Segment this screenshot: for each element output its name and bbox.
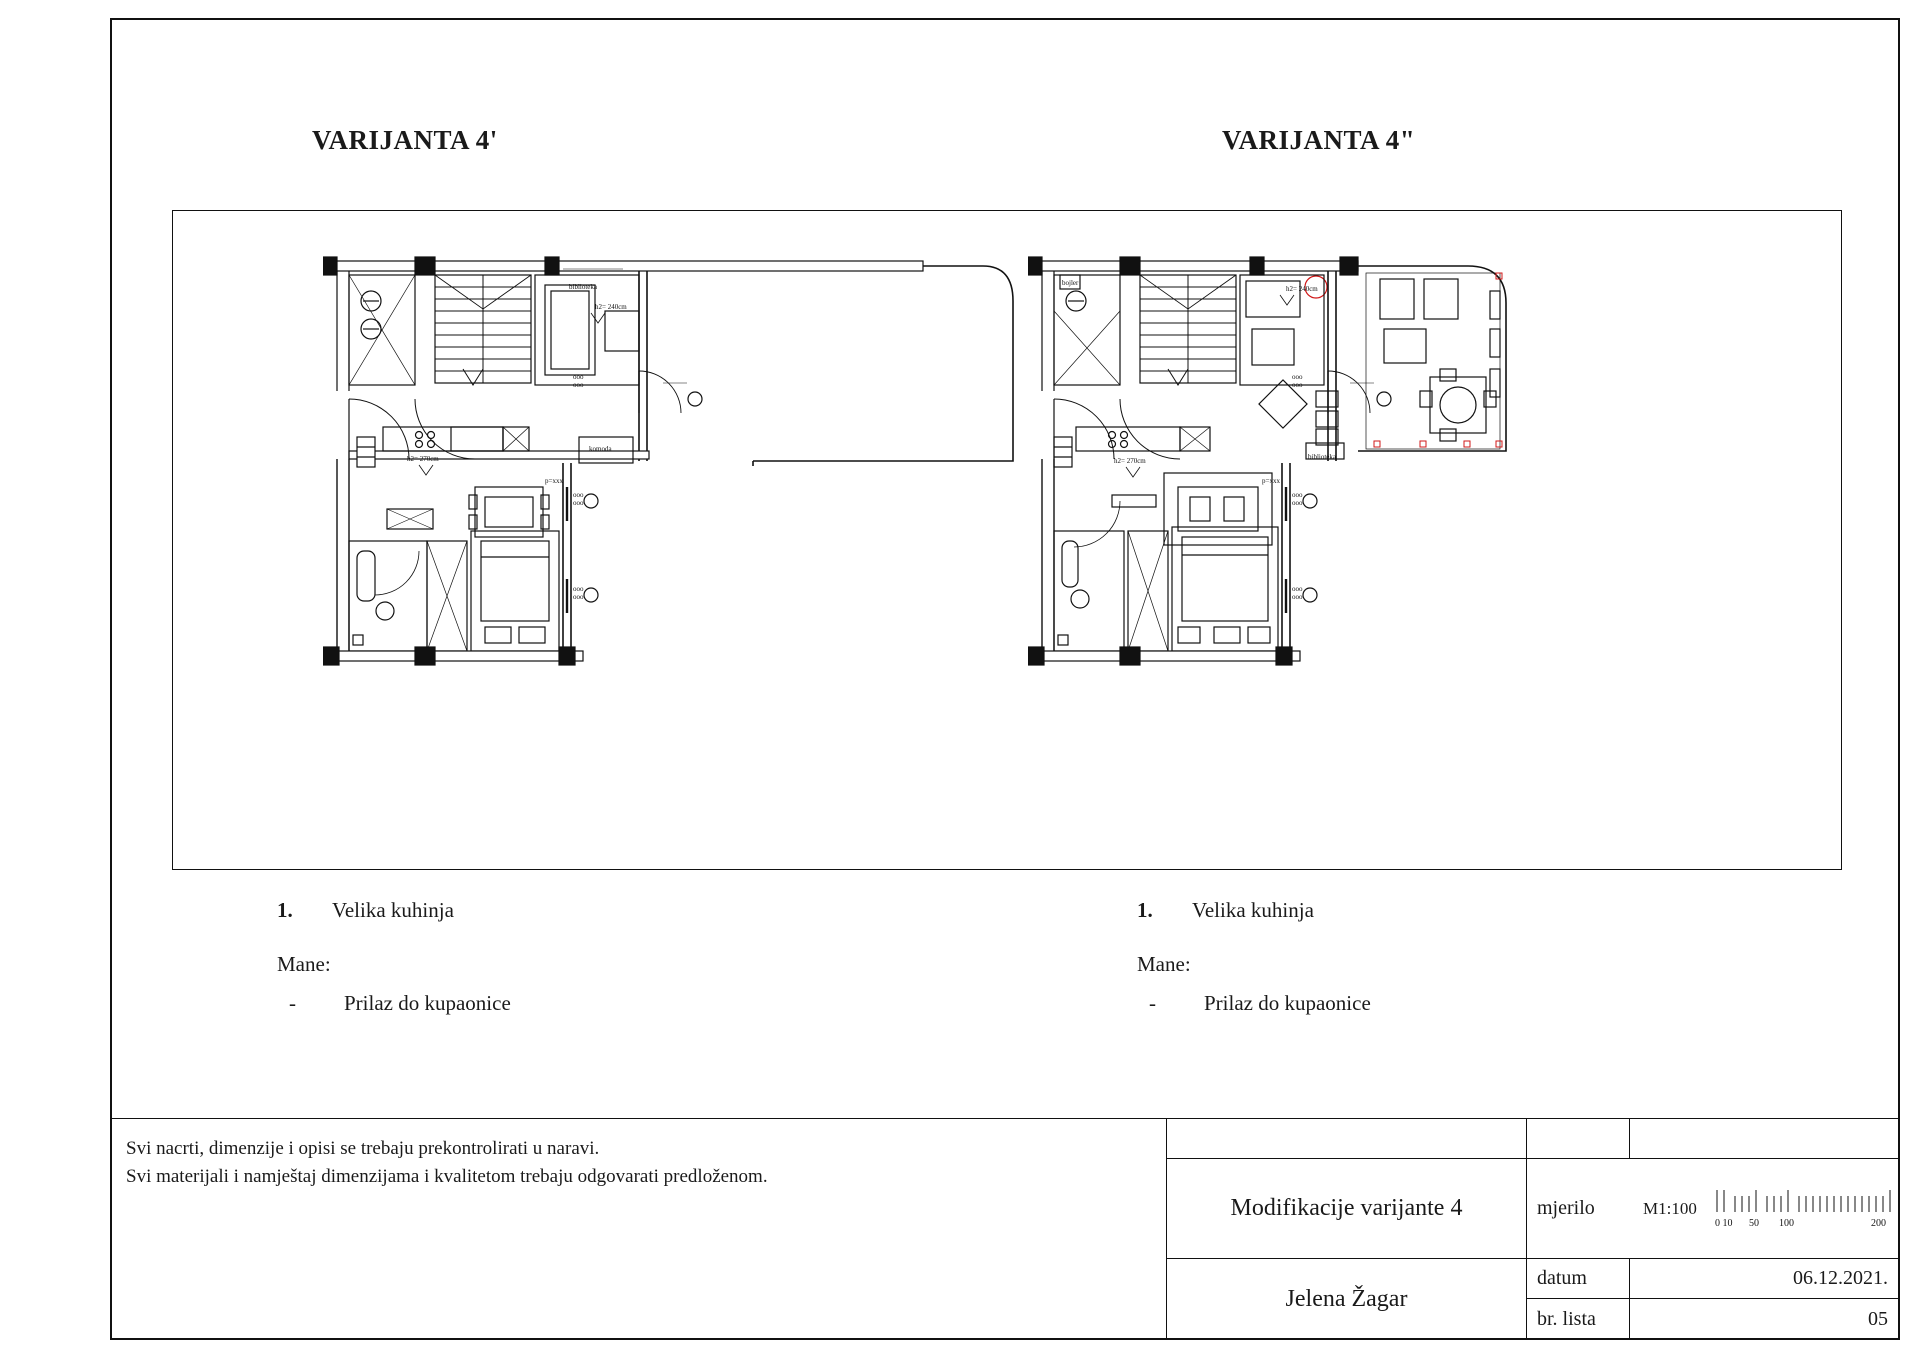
note-pro-row <box>1137 895 1757 927</box>
note-pro-row <box>277 895 897 927</box>
title-block <box>112 1118 1898 1338</box>
title-block-empty-row <box>1167 1119 1526 1159</box>
cons-header: Mane: <box>277 951 331 976</box>
disclaimer-block <box>112 1119 1167 1338</box>
floor-plan-variant-4-double-prime <box>1028 251 1728 831</box>
svg-text:100: 100 <box>1778 1217 1794 1229</box>
notes-variant-4-prime <box>277 895 897 1020</box>
cons-text: Prilaz do kupaonice <box>344 991 511 1015</box>
svg-text:0 10: 0 10 <box>1714 1217 1733 1229</box>
svg-text:ooo: ooo <box>573 593 584 601</box>
date-label: datum <box>1537 1267 1587 1289</box>
disclaimer-line-1: Svi nacrti, dimenzije i opisi se trebaju prekontrolirati u naravi. <box>126 1138 600 1159</box>
variant-title-right: VARIJANTA 4" <box>1222 125 1416 155</box>
disclaimer-line-2: Svi materijali i namještaj dimenzijama i kvalitetom trebaju odgovarati predloženom. <box>126 1165 768 1187</box>
svg-text:bojler: bojler <box>1062 279 1079 287</box>
svg-text:komoda: komoda <box>589 445 612 453</box>
cons-text: Prilaz do kupaonice <box>1204 991 1371 1015</box>
metadata-block <box>1527 1119 1898 1338</box>
project-info-block <box>1167 1119 1527 1338</box>
svg-text:h2= 240cm: h2= 240cm <box>1286 285 1318 293</box>
scale-label: mjerilo <box>1537 1197 1595 1219</box>
sheet-number-label: br. lista <box>1537 1307 1596 1330</box>
svg-text:ooo: ooo <box>573 373 584 381</box>
note-text: Velika kuhinja <box>332 898 454 922</box>
svg-text:ooo: ooo <box>573 491 584 499</box>
scale-value: M1:100 <box>1643 1198 1697 1218</box>
svg-text:ooo: ooo <box>573 381 584 389</box>
sheet-number-row <box>1527 1299 1898 1339</box>
svg-text:h2= 270cm: h2= 270cm <box>1114 457 1146 465</box>
floor-plan-variant-4-prime <box>323 251 1023 831</box>
cons-row <box>1137 988 1757 1020</box>
svg-text:biblioteka: biblioteka <box>569 283 597 291</box>
svg-text:ooo: ooo <box>1292 491 1303 499</box>
scale-row <box>1527 1159 1898 1259</box>
date-value: 06.12.2021. <box>1793 1267 1888 1289</box>
svg-text:ooo: ooo <box>1292 585 1303 593</box>
cons-row <box>277 988 897 1020</box>
divider <box>1629 1259 1630 1298</box>
note-text: Velika kuhinja <box>1192 898 1314 922</box>
divider <box>1629 1299 1630 1339</box>
note-number: 1. <box>277 898 293 922</box>
svg-text:ooo: ooo <box>1292 593 1303 601</box>
svg-text:p=xxx: p=xxx <box>1262 477 1280 485</box>
svg-text:h2= 270cm: h2= 270cm <box>407 455 439 463</box>
svg-text:ooo: ooo <box>1292 381 1303 389</box>
drawing-area <box>172 210 1842 870</box>
svg-text:ooo: ooo <box>573 585 584 593</box>
divider <box>1629 1119 1630 1158</box>
variant-title-left: VARIJANTA 4' <box>312 125 498 155</box>
project-title: Modifikacije varijante 4 <box>1167 1159 1526 1259</box>
date-row <box>1527 1259 1898 1299</box>
sheet-number-value: 05 <box>1868 1307 1888 1330</box>
author-name: Jelena Žagar <box>1285 1285 1408 1312</box>
cons-header: Mane: <box>1137 951 1191 976</box>
metadata-empty-row <box>1527 1119 1898 1159</box>
svg-text:200: 200 <box>1870 1217 1886 1229</box>
cons-dash: - <box>289 991 296 1015</box>
svg-text:ooo: ooo <box>573 499 584 507</box>
notes-variant-4-double-prime <box>1137 895 1757 1020</box>
svg-text:ooo: ooo <box>1292 499 1303 507</box>
svg-text:50: 50 <box>1748 1217 1759 1229</box>
svg-text:ooo: ooo <box>1292 373 1303 381</box>
cons-dash: - <box>1149 991 1156 1015</box>
svg-text:p=xxx: p=xxx <box>545 477 563 485</box>
svg-text:h2= 240cm: h2= 240cm <box>595 303 627 311</box>
scale-ruler <box>1715 1186 1900 1232</box>
drawing-sheet <box>110 18 1900 1340</box>
svg-text:biblioteka: biblioteka <box>1308 453 1336 461</box>
note-number: 1. <box>1137 898 1153 922</box>
